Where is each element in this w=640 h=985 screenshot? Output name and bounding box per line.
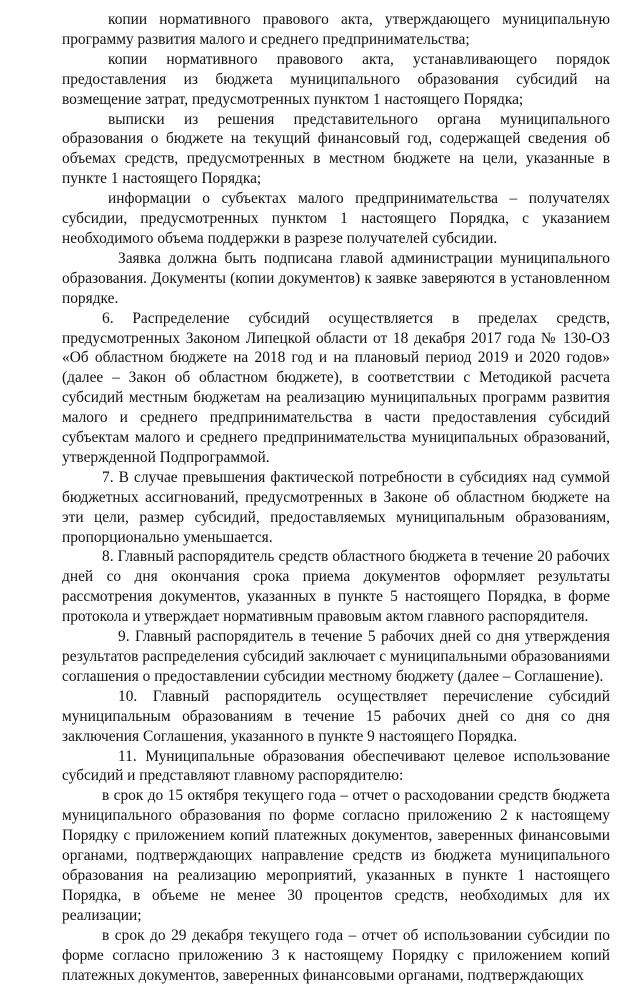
paragraph-report-december: в срок до 29 декабря текущего года – отчет об использовании субсидии по форме согласно приложению 3 к настоящему Порядку с приложением копий платежных документов, заверенных финансовыми органами, подтверждающих — [62, 926, 610, 984]
paragraph-item-6: 6. Распределение субсидий осуществляется в пределах средств, предусмотренных Законом Липецкой области от 18 декабря 2017 года № 130-ОЗ «Об областном бюджете на 2018 год и на плановый период 2019 и 2020 годов» (далее – Закон об областном бюджете), в соответствии с Методикой расчета субсидий местным бюджетам на реализацию муниципальных программ развития малого и среднего предпринимательства в части предоставления субсидий субъектам малого и среднего предпринимательства муниципальных образований, утвержденной Подпрограммой. — [62, 309, 610, 466]
paragraph-item-11: 11. Муниципальные образования обеспечивают целевое использование субсидий и представляют главному распорядителю: — [62, 747, 610, 785]
paragraph-npa-procedure-copy: копии нормативного правового акта, устанавливающего порядок предоставления из бюджета муниципального образования субсидий на возмещение затрат, предусмотренных пунктом 1 настоящего Порядка; — [62, 50, 610, 108]
paragraph-recipients-info: информации о субъектах малого предпринимательства – получателях субсидии, предусмотренных пунктом 1 настоящего Порядка, с указанием необходимого объема поддержки в разрезе получателей субсидии. — [62, 190, 610, 247]
document-page — [62, 10, 610, 985]
paragraph-report-october: в срок до 15 октября текущего года – отчет о расходовании средств бюджета муниципального образования по форме согласно приложению 2 к настоящему Порядку с приложением копий платежных документов, заверенных финансовыми органами, подтверждающих направление средств из бюджета муниципального образования на реализацию мероприятий, указанных в пункте 1 настоящего Порядка, в объеме не менее 30 процентов средств, необходимых для их реализации; — [62, 787, 610, 924]
paragraph-item-8: 8. Главный распорядитель средств областного бюджета в течение 20 рабочих дней со дня окончания срока приема документов оформляет результаты рассмотрения документов, указанных в пункте 5 настоящего Порядка, в форме протокола и утверждает нормативным правовым актом главного распорядителя. — [62, 548, 610, 626]
paragraph-application-signature: Заявка должна быть подписана главой администрации муниципального образования. Документы (копии документов) к заявке заверяются в установленном порядке. — [62, 249, 610, 307]
paragraph-item-9: 9. Главный распорядитель в течение 5 рабочих дней со дня утверждения результатов распределения субсидий заключает с муниципальными образованиями соглашения о предоставлении субсидии местному бюджету (далее – Соглашение). — [62, 628, 610, 685]
paragraph-item-10: 10. Главный распорядитель осуществляет перечисление субсидий муниципальным образованиям в течение 15 рабочих дней со дня со дня заключения Соглашения, указанного в пункте 9 настоящего Порядка. — [62, 687, 610, 745]
paragraph-npa-program-copy: копии нормативного правового акта, утверждающего муниципальную программу развития малого и среднего предпринимательства; — [62, 11, 610, 48]
paragraph-budget-decision-extract: выписки из решения представительного органа муниципального образования о бюджете на текущий финансовый год, содержащей сведения об объемах средств, предусмотренных в местном бюджете на цели, указанные в пункте 1 настоящего Порядка; — [62, 110, 610, 188]
paragraph-item-7: 7. В случае превышения фактической потребности в субсидиях над суммой бюджетных ассигнований, предусмотренных в Законе об областном бюджете на эти цели, размер субсидий, предоставляемых муниципальным образованиям, пропорционально уменьшается. — [62, 468, 610, 546]
